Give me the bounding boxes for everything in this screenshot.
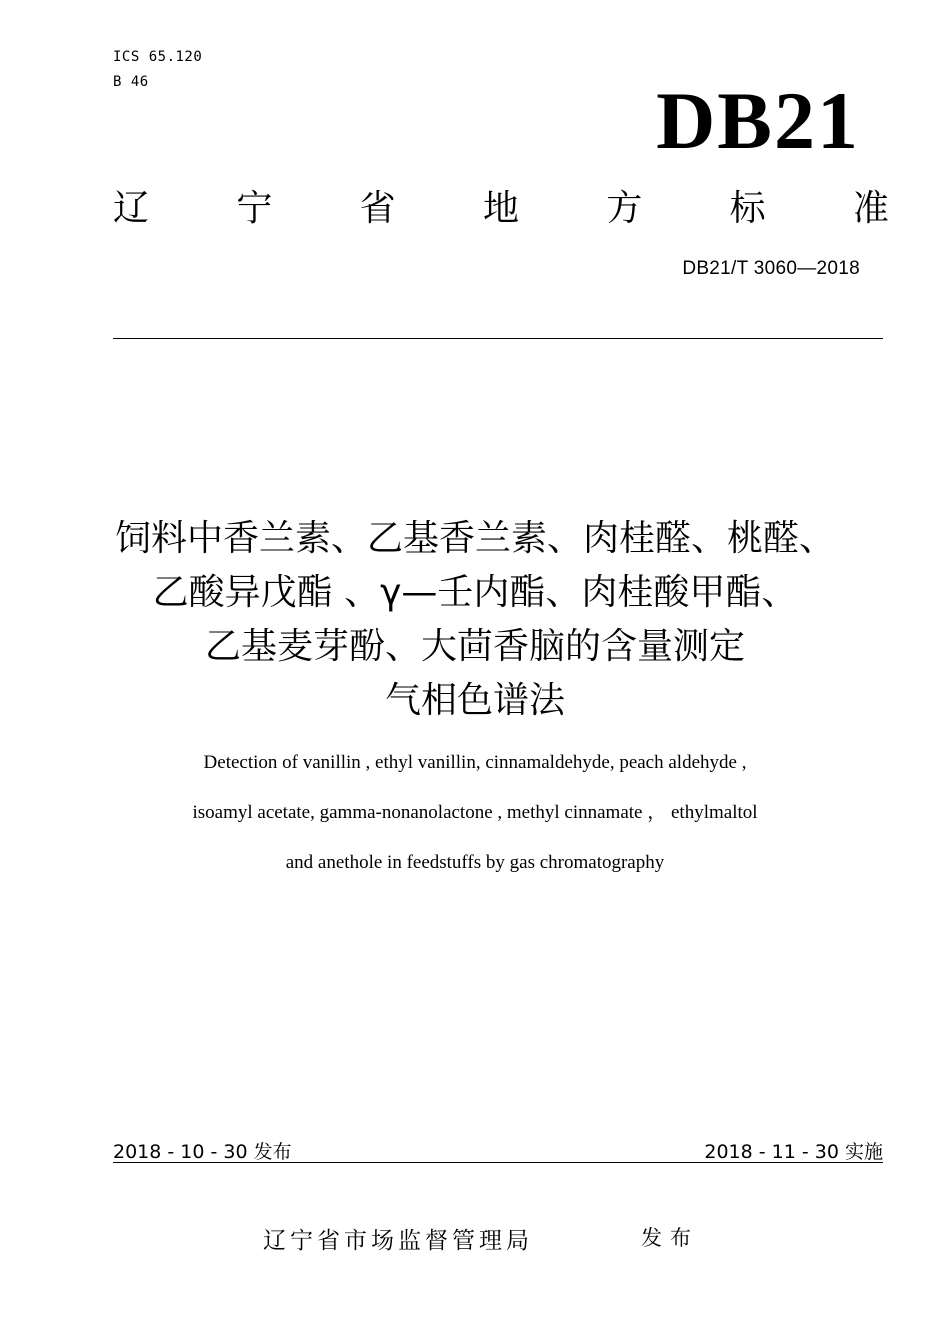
chinese-title (40, 512, 910, 728)
top-divider (113, 338, 883, 339)
english-title-line: isoamyl acetate, gamma-nonanolactone , methyl cinnamate ， ethylmaltol (192, 802, 758, 823)
chinese-title-line: 乙酸异戊酯 、γ—壬内酯、肉桂酸甲酯、 (152, 572, 798, 613)
chinese-title-line: 气相色谱法 (384, 680, 565, 721)
standard-type-char: 辽 (113, 188, 150, 229)
implementation-date: 2018 - 11 - 30 实施 (704, 1141, 883, 1163)
publish-label: 发布 (641, 1226, 699, 1250)
standard-type-char: 宁 (236, 188, 273, 229)
english-title (60, 738, 890, 888)
standard-number: DB21/T 3060—2018 (682, 258, 860, 279)
bottom-divider (113, 1162, 883, 1163)
standard-type-title (113, 186, 889, 236)
chinese-title-line: 饲料中香兰素、乙基香兰素、肉桂醛、桃醛、 (114, 518, 835, 559)
english-title-line: Detection of vanillin , ethyl vanillin, cinnamaldehyde, peach aldehyde , (203, 752, 747, 773)
ics-code: ICS 65.120 (113, 49, 203, 65)
db21-logo: DB21 (656, 75, 860, 166)
standard-type-char: 准 (852, 188, 889, 229)
standard-type-char: 省 (359, 188, 396, 229)
ccs-code: B 46 (113, 74, 149, 90)
english-title-line: and anethole in feedstuffs by gas chromatography (285, 852, 665, 873)
issue-date: 2018 - 10 - 30 发布 (113, 1141, 292, 1163)
issuing-authority: 辽宁省市场监督管理局 (263, 1228, 533, 1254)
standard-type-char: 方 (606, 188, 643, 229)
standard-type-char: 地 (482, 188, 519, 229)
chinese-title-line: 乙基麦芽酚、大茴香脑的含量测定 (204, 626, 745, 667)
standard-type-char: 标 (729, 188, 766, 229)
